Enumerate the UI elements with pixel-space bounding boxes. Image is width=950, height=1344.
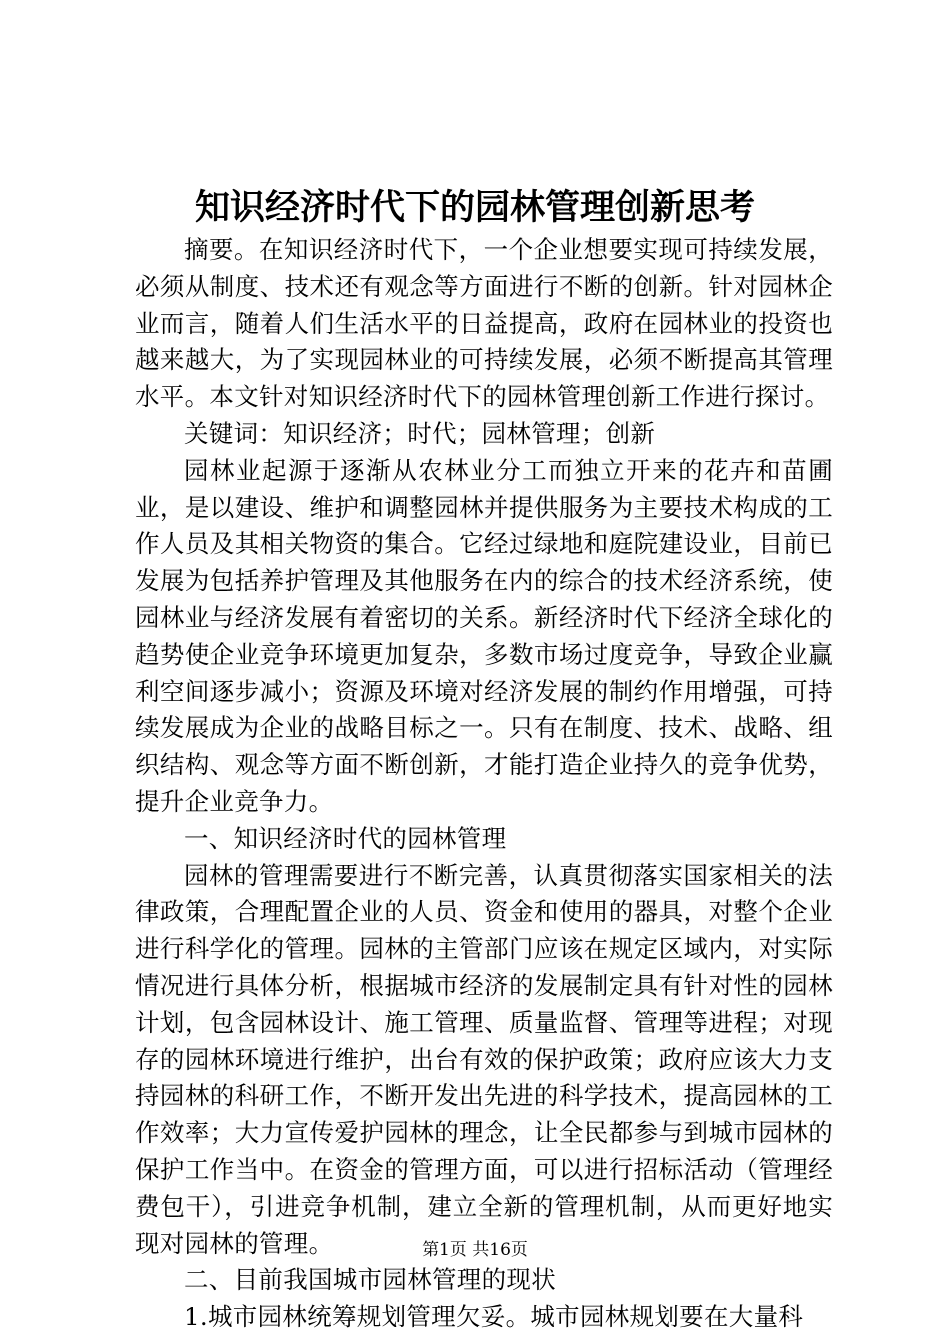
abstract-paragraph: 摘要。在知识经济时代下，一个企业想要实现可持续发展，必须从制度、技术还有观念等方面进行不断的创新。针对园林企业而言，随着人们生活水平的日益提高，政府在园林业的投资也越来越大，为了实现园林业的可持续发展，必须不断提高其管理水平。本文针对知识经济时代下的园林管理创新工作进行探讨。 — [135, 235, 833, 412]
section-heading-1: 一、知识经济时代的园林管理 — [184, 823, 507, 853]
document-title: 知识经济时代下的园林管理创新思考 — [194, 187, 755, 228]
intro-paragraph: 园林业起源于逐渐从农林业分工而独立开来的花卉和苗圃业，是以建设、维护和调整园林并提供服务为主要技术构成的工作人员及其相关物资的集合。它经过绿地和庭院建设业，目前已发展为包括养护管理及其他服务在内的综合的技术经济系统，使园林业与经济发展有着密切的关系。新经济时代下经济全球化的趋势使企业竞争环境更加复杂，多数市场过度竞争，导致企业赢利空间逐步减小；资源及环境对经济发展的制约作用增强，可持续发展成为企业的战略目标之一。只有在制度、技术、战略、组织结构、观念等方面不断创新，才能打造企业持久的竞争优势，提升企业竞争力。 — [135, 455, 833, 816]
section-heading-2: 二、目前我国城市园林管理的现状 — [184, 1265, 556, 1295]
page-footer: 第1页 共16页 — [422, 1240, 528, 1260]
keywords-line: 关键词：知识经济；时代；园林管理；创新 — [184, 418, 656, 448]
document-body — [135, 232, 833, 1336]
section-1-paragraph: 园林的管理需要进行不断完善，认真贯彻落实国家相关的法律政策，合理配置企业的人员、资金和使用的器具，对整个企业进行科学化的管理。园林的主管部门应该在规定区域内，对实际情况进行具体分析，根据城市经济的发展制定具有针对性的园林计划，包含园林设计、施工管理、质量监督、管理等进程；对现存的园林环境进行维护，出台有效的保护政策；政府应该大力支持园林的科研工作，不断开发出先进的科学技术，提高园林的工作效率；大力宣传爱护园林的理念，让全民都参与到城市园林的保护工作当中。在资金的管理方面，可以进行招标活动（管理经费包干），引进竞争机制，建立全新的管理机制，从而更好地实现对园林的管理。 — [135, 860, 833, 1258]
section-2-paragraph: 1.城市园林统筹规划管理欠妥。城市园林规划要在大量科 — [184, 1302, 804, 1332]
